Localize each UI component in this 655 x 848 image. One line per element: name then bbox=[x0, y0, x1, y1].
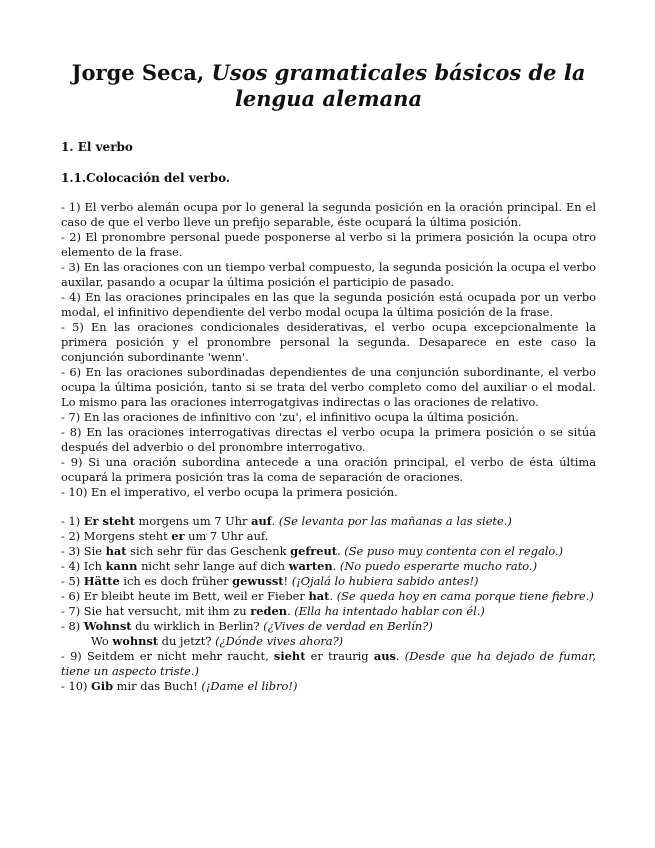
example-verb: reden bbox=[250, 604, 288, 618]
example-text: ich es doch früher bbox=[119, 574, 233, 588]
example-verb: warten bbox=[288, 559, 333, 573]
example-text: Wo bbox=[91, 634, 113, 648]
example-translation: (Se queda hoy en cama porque tiene fiebre.) bbox=[336, 589, 594, 603]
example-verb: aus bbox=[373, 649, 396, 663]
section-heading: 1. El verbo bbox=[61, 140, 133, 154]
example-verb: gefreut bbox=[290, 544, 338, 558]
example-text: - 6) Er bleibt heute im Bett, weil er Fieber bbox=[61, 589, 309, 603]
example-text: nicht sehr lange auf dich bbox=[137, 559, 289, 573]
example-translation: (¿Dónde vives ahora?) bbox=[215, 634, 344, 648]
example-text: du wirklich in Berlin? bbox=[131, 619, 264, 633]
example-verb: Er steht bbox=[83, 514, 135, 528]
example-item bbox=[61, 574, 596, 589]
example-text: . bbox=[271, 514, 279, 528]
rule-item: - 8) En las oraciones interrogativas directas el verbo ocupa la primera posición o se sitúa después del adverbio o del pronombre interrogativo. bbox=[61, 425, 596, 454]
rule-item: - 3) En las oraciones con un tiempo verbal compuesto, la segunda posición la ocupa el verbo auxilar, pasando a ocupar la última posición el participio de pasado. bbox=[61, 260, 596, 289]
example-verb: auf bbox=[251, 514, 272, 528]
example-text: - 9) Seitdem er nicht mehr raucht, bbox=[61, 649, 274, 663]
rule-item: - 9) Si una oración subordina antecede a una oración principal, el verbo de ésta última ocupará la primera posición tras la coma de separación de oraciones. bbox=[61, 455, 596, 484]
example-text: . bbox=[337, 544, 345, 558]
examples-list bbox=[61, 514, 596, 694]
example-text: - 1) bbox=[61, 514, 84, 528]
example-item bbox=[61, 589, 596, 604]
rule-item: - 5) En las oraciones condicionales desiderativas, el verbo ocupa excepcionalmente la primera posición y el pronombre personal la segunda. Desaparece en este caso la conjunción subordinante 'wenn'. bbox=[61, 320, 596, 364]
rule-item: - 10) En el imperativo, el verbo ocupa la primera posición. bbox=[61, 485, 398, 499]
example-text: mir das Buch! bbox=[113, 679, 202, 693]
rule-item: - 2) El pronombre personal puede posponerse al verbo si la primera posición la ocupa otro elemento de la frase. bbox=[61, 230, 596, 259]
example-verb: hat bbox=[308, 589, 330, 603]
example-item bbox=[61, 634, 596, 649]
example-text: ! bbox=[283, 574, 292, 588]
rules-list bbox=[61, 200, 596, 500]
example-translation: (¡Ojalá lo hubiera sabido antes!) bbox=[291, 574, 479, 588]
example-text: sich sehr für das Geschenk bbox=[126, 544, 291, 558]
example-verb: sieht bbox=[273, 649, 306, 663]
example-verb: er bbox=[171, 529, 185, 543]
title-work: Usos gramaticales básicos de la lengua alemana bbox=[211, 60, 586, 111]
example-translation: (Ella ha intentado hablar con él.) bbox=[294, 604, 485, 618]
example-verb: Hätte bbox=[83, 574, 120, 588]
example-translation: (Se puso muy contenta con el regalo.) bbox=[344, 544, 564, 558]
example-text: - 5) bbox=[61, 574, 84, 588]
example-text: morgens um 7 Uhr bbox=[134, 514, 252, 528]
example-verb: gewusst bbox=[232, 574, 284, 588]
rule-item: - 4) En las oraciones principales en las que la segunda posición está ocupada por un verbo modal, el infinitivo dependiente del verbo modal ocupa la última posición de la frase. bbox=[61, 290, 596, 319]
rule-item: - 7) En las oraciones de infinitivo con 'zu', el infinitivo ocupa la última posición. bbox=[61, 410, 519, 424]
example-translation: (Se levanta por las mañanas a las siete.) bbox=[278, 514, 512, 528]
example-item bbox=[61, 544, 596, 559]
example-text: . bbox=[287, 604, 295, 618]
example-item bbox=[61, 604, 596, 619]
example-verb: hat bbox=[105, 544, 127, 558]
example-item bbox=[61, 529, 596, 544]
example-verb: Gib bbox=[91, 679, 114, 693]
example-verb: wohnst bbox=[112, 634, 159, 648]
example-text: - 8) bbox=[61, 619, 84, 633]
example-translation: (¿Vives de verdad en Berlín?) bbox=[263, 619, 433, 633]
rule-item: - 6) En las oraciones subordinadas dependientes de una conjunción subordinante, el verbo ocupa la última posición, tanto si se trata del verbo completo como del auxiliar o el modal. Lo mismo para las oraciones interrogatgivas indirectas o las oraciones de relativo. bbox=[61, 365, 596, 409]
example-item bbox=[61, 559, 596, 574]
example-text: um 7 Uhr auf. bbox=[184, 529, 269, 543]
example-translation: (¡Dame el libro!) bbox=[201, 679, 298, 693]
subsection-heading: 1.1.Colocación del verbo. bbox=[61, 171, 231, 185]
document-title bbox=[61, 60, 596, 112]
example-item bbox=[61, 619, 596, 634]
example-item bbox=[61, 514, 596, 529]
example-text: - 10) bbox=[61, 679, 92, 693]
example-translation: (No puedo esperarte mucho rato.) bbox=[339, 559, 538, 573]
example-text: . bbox=[329, 589, 337, 603]
rule-item: - 1) El verbo alemán ocupa por lo general la segunda posición en la oración principal. En el caso de que el verbo lleve un prefijo separable, éste ocupará la última posición. bbox=[61, 200, 596, 229]
example-item bbox=[61, 679, 596, 694]
document-page bbox=[61, 60, 596, 694]
title-author: Jorge Seca, bbox=[71, 60, 205, 85]
example-text: - 3) Sie bbox=[61, 544, 106, 558]
example-text: . bbox=[332, 559, 340, 573]
example-text: du jetzt? bbox=[158, 634, 216, 648]
example-text: . bbox=[395, 649, 405, 663]
example-verb: Wohnst bbox=[83, 619, 132, 633]
example-item bbox=[61, 649, 596, 679]
example-translation: (Desde que ha dejado de fumar, tiene un aspecto triste.) bbox=[61, 649, 597, 678]
example-text: er traurig bbox=[305, 649, 374, 663]
example-text: - 4) Ich bbox=[61, 559, 106, 573]
example-text: - 2) Morgens steht bbox=[61, 529, 172, 543]
example-verb: kann bbox=[105, 559, 138, 573]
example-text: - 7) Sie hat versucht, mit ihm zu bbox=[61, 604, 251, 618]
